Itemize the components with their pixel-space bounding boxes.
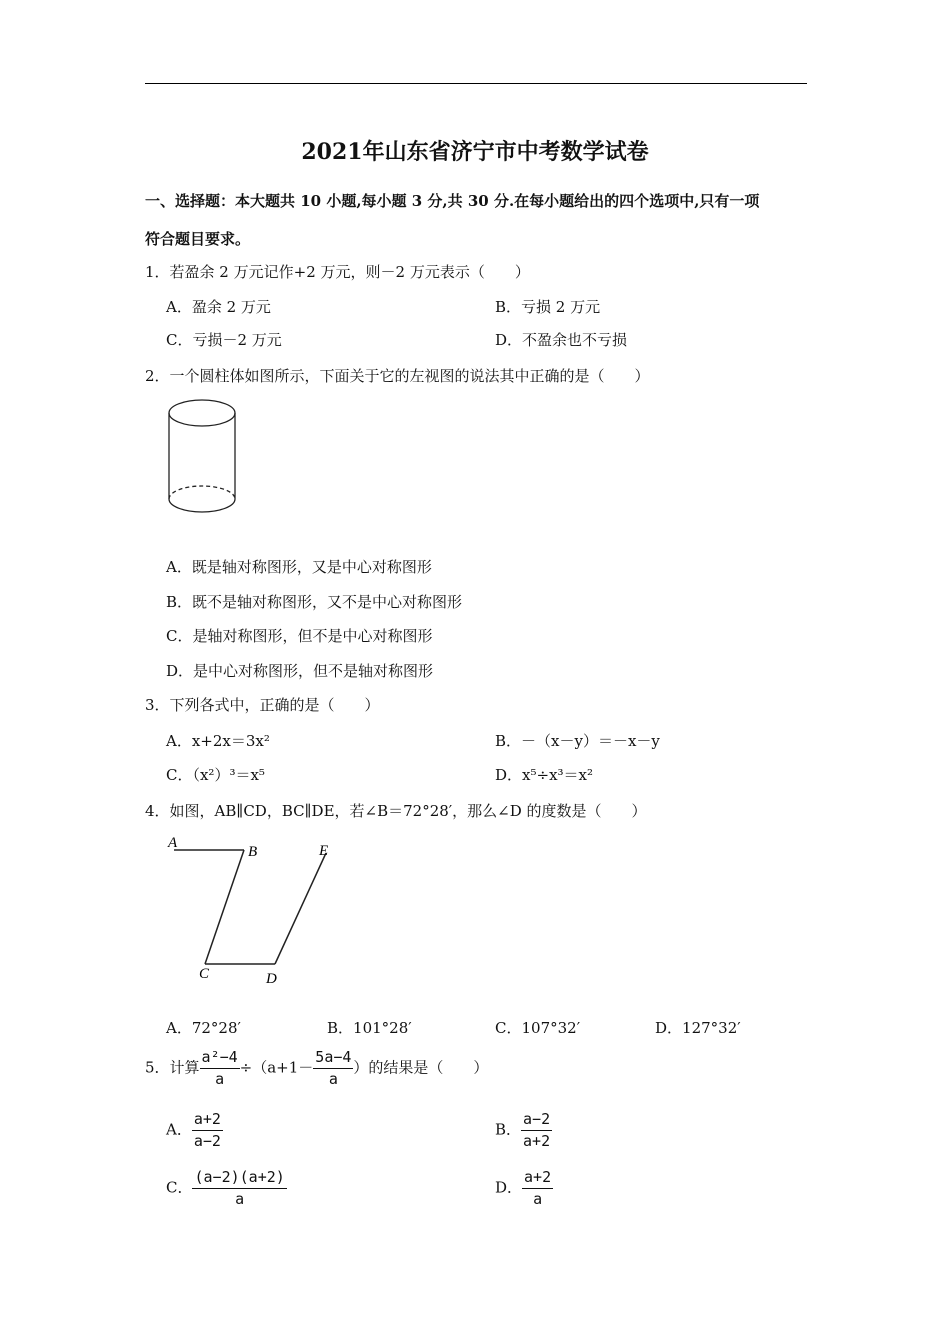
question-5-option-a-label: A． <box>166 1120 192 1139</box>
question-3-stem: 3．下列各式中，正确的是（ ） <box>145 696 380 714</box>
page-title: 2021年山东省济宁市中考数学试卷 <box>301 139 649 165</box>
question-4-option-c: C．107°32′ <box>495 1019 581 1037</box>
question-5-option-b-fraction <box>521 1112 552 1149</box>
question-5-option-c-fraction <box>192 1170 286 1207</box>
question-5-option-b-denominator: a+2 <box>523 1132 551 1150</box>
question-5-stem <box>145 1050 488 1087</box>
question-5-option-c-label: C． <box>166 1178 193 1197</box>
label-e: E <box>319 843 329 859</box>
question-5-option-a-denominator: a−2 <box>193 1132 221 1150</box>
question-5-fraction-1-denominator: a <box>215 1070 225 1088</box>
cylinder-figure <box>160 393 250 528</box>
question-2-option-d: D．是中心对称图形，但不是轴对称图形 <box>166 662 434 680</box>
question-1-option-a: A．盈余 2 万元 <box>166 298 271 316</box>
question-5-option-c <box>166 1170 287 1207</box>
question-5-middle: ÷（a+1－ <box>239 1058 314 1077</box>
question-5-option-c-denominator: a <box>235 1190 245 1208</box>
question-1-option-c: C．亏损－2 万元 <box>166 331 282 349</box>
question-5-option-a-fraction <box>192 1112 223 1149</box>
label-c: C <box>199 966 210 982</box>
label-d: D <box>266 971 277 987</box>
question-2-option-c: C．是轴对称图形，但不是中心对称图形 <box>166 627 433 645</box>
question-5-option-d-label: D． <box>495 1178 523 1197</box>
question-1-option-b: B．亏损 2 万元 <box>495 298 601 316</box>
question-3-option-c: C．（x²）³＝x⁵ <box>166 766 265 784</box>
section-heading-line1: 一、选择题：本大题共 10 小题,每小题 3 分,共 30 分.在每小题给出的四个选项中,只有一项 <box>145 192 760 210</box>
question-5-option-d <box>495 1170 553 1207</box>
question-4-option-d: D．127°32′ <box>655 1019 741 1037</box>
question-2-option-b: B．既不是轴对称图形，又不是中心对称图形 <box>166 593 463 611</box>
question-1-option-d: D．不盈余也不亏损 <box>495 331 628 349</box>
question-5-fraction-1 <box>200 1050 240 1087</box>
question-5-option-d-numerator: a+2 <box>522 1170 553 1189</box>
question-5-fraction-2 <box>313 1050 353 1087</box>
question-5-option-d-denominator: a <box>533 1190 543 1208</box>
question-5-option-c-numerator: (a−2)(a+2) <box>192 1170 286 1189</box>
question-5-fraction-2-numerator: 5a−4 <box>313 1050 353 1069</box>
question-5-option-d-fraction <box>522 1170 553 1207</box>
question-4-option-a: A．72°28′ <box>166 1019 241 1037</box>
question-2-option-a: A．既是轴对称图形，又是中心对称图形 <box>166 558 432 576</box>
question-4-option-b: B．101°28′ <box>327 1019 412 1037</box>
header-rule <box>145 83 807 84</box>
question-2-stem: 2．一个圆柱体如图所示，下面关于它的左视图的说法其中正确的是（ ） <box>145 367 650 385</box>
question-3-option-a: A．x+2x＝3x² <box>166 732 270 750</box>
question-5-option-b-numerator: a−2 <box>521 1112 552 1131</box>
question-5-option-a <box>166 1112 223 1149</box>
question-3-option-b: B．－（x－y）＝－x－y <box>495 732 660 750</box>
question-5-prefix: 5．计算 <box>145 1058 200 1077</box>
question-5-option-b <box>495 1112 552 1149</box>
label-b: B <box>248 844 258 860</box>
question-5-suffix: ）的结果是（ ） <box>353 1058 489 1077</box>
section-heading-line2: 符合题目要求。 <box>145 230 251 248</box>
question-5-fraction-1-numerator: a²−4 <box>200 1050 240 1069</box>
question-1-stem: 1．若盈余 2 万元记作+2 万元，则－2 万元表示（ ） <box>145 263 530 281</box>
label-a: A <box>168 835 178 851</box>
parallel-lines-figure <box>160 828 350 993</box>
question-5-option-b-label: B． <box>495 1120 522 1139</box>
question-4-stem: 4．如图，AB∥CD，BC∥DE，若∠B＝72°28′，那么∠D 的度数是（ ） <box>145 802 647 820</box>
question-5-option-a-numerator: a+2 <box>192 1112 223 1131</box>
question-5-fraction-2-denominator: a <box>328 1070 338 1088</box>
question-3-option-d: D．x⁵÷x³＝x² <box>495 766 594 784</box>
